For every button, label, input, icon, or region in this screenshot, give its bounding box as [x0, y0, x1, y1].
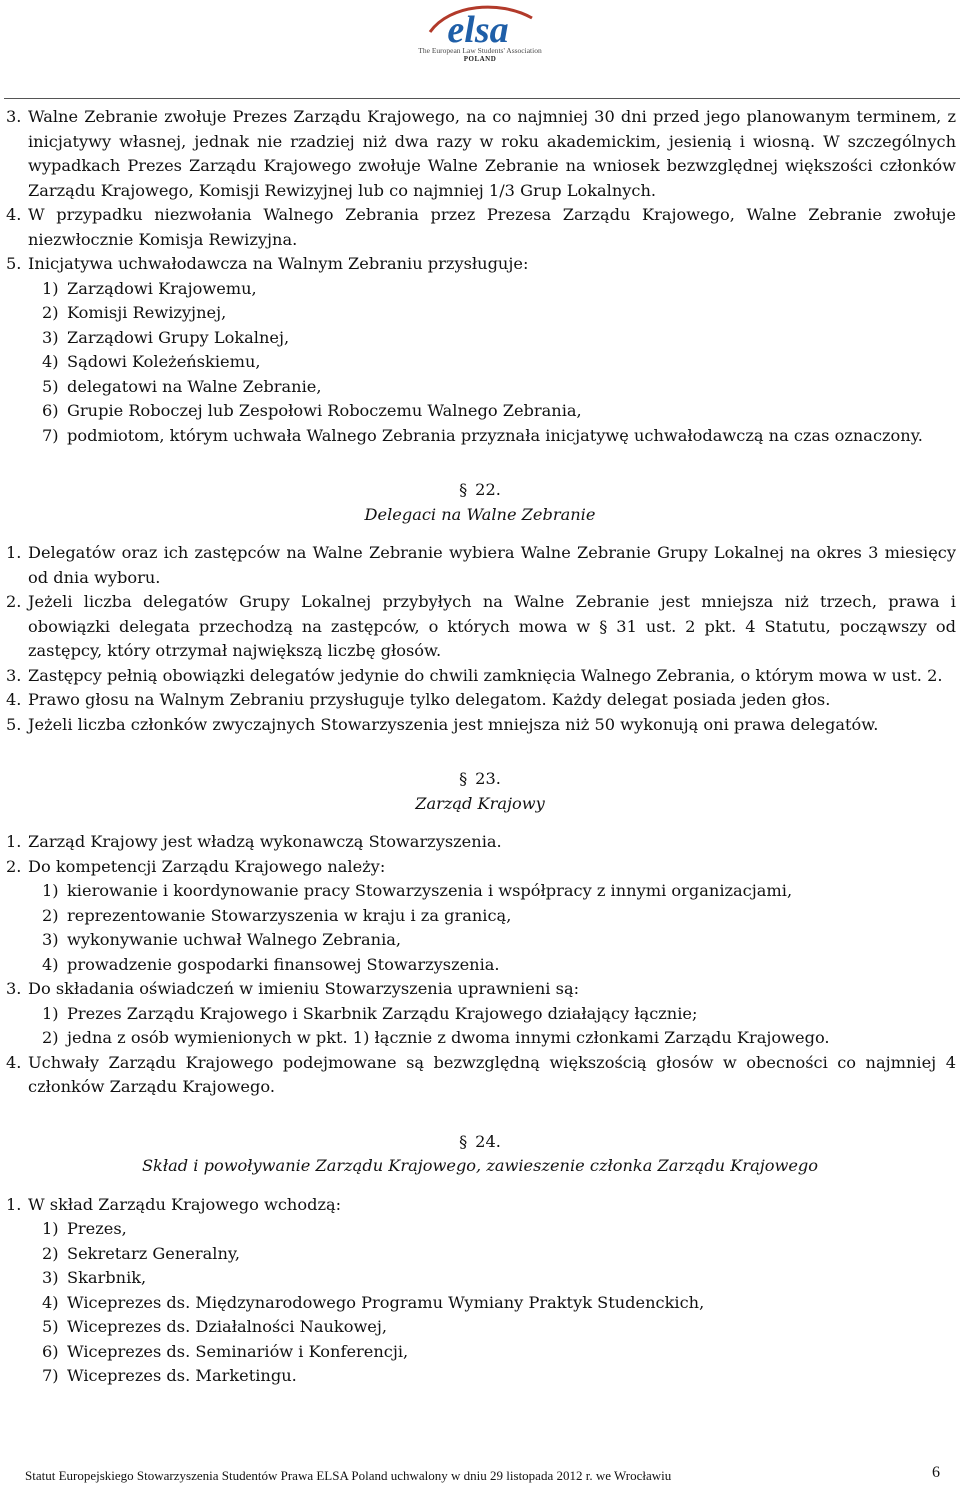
section-title: Delegaci na Walne Zebranie [364, 504, 596, 524]
list-item [6, 424, 956, 449]
paragraph-text: Uchwały Zarządu Krajowego podejmowane są bezwzględną większością głosów w obecności co najmniej 4 członków Zarządu Krajowego. [28, 1052, 956, 1096]
paragraph-text: Walne Zebranie zwołuje Prezes Zarządu Krajowego, na co najmniej 30 dni przed jego planowanym terminem, z inicjatywy własnej, jednak nie rzadziej niż dwa razy w roku akademickim, jesienią i wiosną. W szczególnych wypadkach Prezes Zarządu Krajowego zwołuje Walne Zebranie na wniosek bezwzględnej większości członków Zarządu Krajowego, Komisji Rewizyjnej lub co najmniej 1/3 Grup Lokalnych. [28, 107, 956, 200]
section-heading-22 [0, 478, 960, 503]
list-number: 3) [42, 1268, 59, 1287]
elsa-logo-mark [420, 2, 540, 46]
list-item [6, 1026, 956, 1051]
list-item [6, 1217, 956, 1242]
list-item-text: delegatowi na Walne Zebranie, [67, 376, 322, 396]
list-item [6, 904, 956, 929]
list-item [6, 301, 956, 326]
paragraph-text: W skład Zarządu Krajowego wchodzą: [28, 1194, 342, 1214]
paragraph [6, 664, 956, 689]
paragraph [6, 830, 956, 855]
list-number: 3) [42, 930, 59, 949]
list-item [6, 350, 956, 375]
list-number: 6) [42, 1341, 59, 1361]
list-item-text: Zarządowi Grupy Lokalnej, [67, 327, 290, 347]
list-number: 1. [6, 832, 22, 851]
list-item [6, 928, 956, 953]
list-item [6, 375, 956, 400]
list-item [6, 399, 956, 424]
list-item-text: Wiceprezes ds. Marketingu. [67, 1366, 297, 1385]
list-item [6, 953, 956, 978]
list-number: 3. [6, 979, 22, 998]
list-item-text: wykonywanie uchwał Walnego Zebrania, [67, 930, 402, 949]
logo-subtitle: The European Law Students' Association [418, 46, 542, 55]
section-heading-23 [0, 767, 960, 792]
list-number: 5) [42, 376, 59, 396]
list-number: 5) [42, 1317, 59, 1336]
paragraph [6, 688, 956, 713]
list-number: 1) [42, 881, 59, 900]
list-item-text: Wiceprezes ds. Międzynarodowego Programu Wymiany Praktyk Studenckich, [67, 1292, 705, 1312]
list-item [6, 879, 956, 904]
paragraph-text: Jeżeli liczba członków zwyczajnych Stowarzyszenia jest mniejsza niż 50 wykonują oni prawa delegatów. [28, 714, 879, 734]
section-heading-24 [0, 1130, 960, 1155]
paragraph [6, 977, 956, 1002]
list-item [6, 1315, 956, 1340]
list-number: 1) [42, 1003, 59, 1023]
list-item [6, 1364, 956, 1389]
list-item-text: Wiceprezes ds. Działalności Naukowej, [67, 1317, 388, 1336]
list-number: 2) [42, 303, 59, 322]
logo-wordmark: elsa [447, 9, 509, 46]
paragraph [6, 590, 956, 664]
section-number: 22. [475, 480, 501, 499]
paragraph-5 [6, 252, 956, 277]
list-item-text: podmiotom, którym uchwała Walnego Zebrania przyznała inicjatywę uchwałodawczą na czas oznaczony. [67, 425, 923, 445]
paragraph [6, 1193, 956, 1218]
list-item-text: Wiceprezes ds. Seminariów i Konferencji, [67, 1341, 409, 1361]
list-item-text: Prezes, [67, 1219, 127, 1238]
list-number: 4. [6, 690, 22, 709]
list-number: 4. [6, 1052, 22, 1072]
list-item [6, 1291, 956, 1316]
list-number: 2. [6, 856, 22, 876]
list-number: 2) [42, 905, 59, 925]
paragraph-text: Delegatów oraz ich zastępców na Walne Zebranie wybiera Walne Zebranie Grupy Lokalnej na okres 3 miesięcy od dnia wyboru. [28, 543, 956, 587]
section-sign-icon: § [459, 769, 468, 788]
list-item-text: reprezentowanie Stowarzyszenia w kraju i za granicą, [67, 905, 512, 925]
paragraph-text: 31 ust. 2 pkt. 4 Statutu, począwszy od zastępcy, który otrzymał największą liczbę głosów. [28, 616, 956, 660]
list-item [6, 1002, 956, 1027]
page-number: 6 [932, 1464, 940, 1481]
section-number: 24. [475, 1131, 501, 1151]
list-number: 4) [42, 1292, 59, 1312]
list-number: 1) [42, 278, 59, 298]
list-item-text: Zarządowi Krajowemu, [67, 278, 257, 298]
section-sign-icon: § [599, 616, 608, 636]
list-number: 3) [42, 327, 59, 347]
list-number: 2. [6, 592, 22, 611]
list-item [6, 1266, 956, 1291]
list-number: 5. [6, 714, 22, 734]
logo-country: POLAND [463, 55, 497, 63]
list-item [6, 326, 956, 351]
paragraph-4 [6, 203, 956, 252]
section-sign-icon: § [459, 1131, 468, 1151]
list-number: 1. [6, 1194, 22, 1214]
list-number: 1. [6, 543, 22, 562]
list-item-text: Grupie Roboczej lub Zespołowi Roboczemu Walnego Zebrania, [67, 401, 582, 420]
list-number: 6) [42, 401, 59, 420]
list-item [6, 1242, 956, 1267]
paragraph-text: Zarząd Krajowy jest władzą wykonawczą Stowarzyszenia. [28, 832, 502, 851]
document-body [6, 105, 956, 1389]
elsa-logo [412, 2, 548, 72]
list-item-text: jedna z osób wymienionych w pkt. 1) łącznie z dwoma innymi członkami Zarządu Krajowego. [67, 1028, 830, 1047]
page-footer [25, 1464, 940, 1484]
paragraph [6, 541, 956, 590]
list-item-text: Skarbnik, [67, 1268, 147, 1287]
list-item-text: kierowanie i koordynowanie pracy Stowarzyszenia i współpracy z innymi organizacjami, [67, 881, 793, 900]
list-item-text: Sądowi Koleżeńskiemu, [67, 352, 261, 371]
list-number: 5. [6, 254, 22, 273]
paragraph-text: Jeżeli liczba delegatów Grupy Lokalnej przybyłych na Walne Zebranie jest mniejsza niż trzech, prawa i obowiązki delegata przechodzą na zastępców, o których mowa w [28, 592, 956, 636]
list-number: 3. [6, 107, 22, 126]
list-number: 4) [42, 352, 59, 371]
paragraph-text: Prawo głosu na Walnym Zebraniu przysługuje tylko delegatom. Każdy delegat posiada jeden głos. [28, 690, 831, 709]
list-number: 2) [42, 1028, 59, 1047]
list-number: 7) [42, 1366, 59, 1385]
list-item [6, 1340, 956, 1365]
paragraph [6, 855, 956, 880]
list-number: 4. [6, 205, 22, 224]
paragraph-text: Do składania oświadczeń w imieniu Stowarzyszenia uprawnieni są: [28, 979, 580, 998]
list-number: 2) [42, 1243, 59, 1263]
list-number: 4) [42, 954, 59, 974]
list-number: 3. [6, 665, 22, 685]
list-item-text: Komisji Rewizyjnej, [67, 303, 227, 322]
list-item [6, 277, 956, 302]
list-item-text: Prezes Zarządu Krajowego i Skarbnik Zarządu Krajowego działający łącznie; [67, 1003, 698, 1023]
section-number: 23. [475, 769, 501, 788]
header-divider [4, 98, 960, 99]
list-number: 1) [42, 1219, 59, 1238]
list-number: 7) [42, 425, 59, 445]
section-title: Zarząd Krajowy [415, 793, 545, 813]
paragraph-text: Do kompetencji Zarządu Krajowego należy: [28, 856, 386, 876]
list-item-text: prowadzenie gospodarki finansowej Stowarzyszenia. [67, 954, 500, 974]
section-title: Skład i powoływanie Zarządu Krajowego, zawieszenie członka Zarządu Krajowego [141, 1156, 819, 1175]
paragraph-text: W przypadku niezwołania Walnego Zebrania przez Prezesa Zarządu Krajowego, Walne Zebranie zwołuje niezwłocznie Komisja Rewizyjna. [28, 205, 956, 249]
paragraph-text: Inicjatywa uchwałodawcza na Walnym Zebraniu przysługuje: [28, 254, 529, 273]
paragraph [6, 713, 956, 738]
list-item-text: Sekretarz Generalny, [67, 1243, 241, 1263]
paragraph-text: Zastępcy pełnią obowiązki delegatów jedynie do chwili zamknięcia Walnego Zebrania, o którym mowa w ust. 2. [28, 665, 943, 685]
section-sign-icon: § [459, 480, 468, 499]
footer-text: Statut Europejskiego Stowarzyszenia Studentów Prawa ELSA Poland uchwalony w dniu 29 listopada 2012 r. we Wrocławiu [25, 1468, 672, 1483]
paragraph [6, 1051, 956, 1100]
paragraph-3 [6, 105, 956, 203]
